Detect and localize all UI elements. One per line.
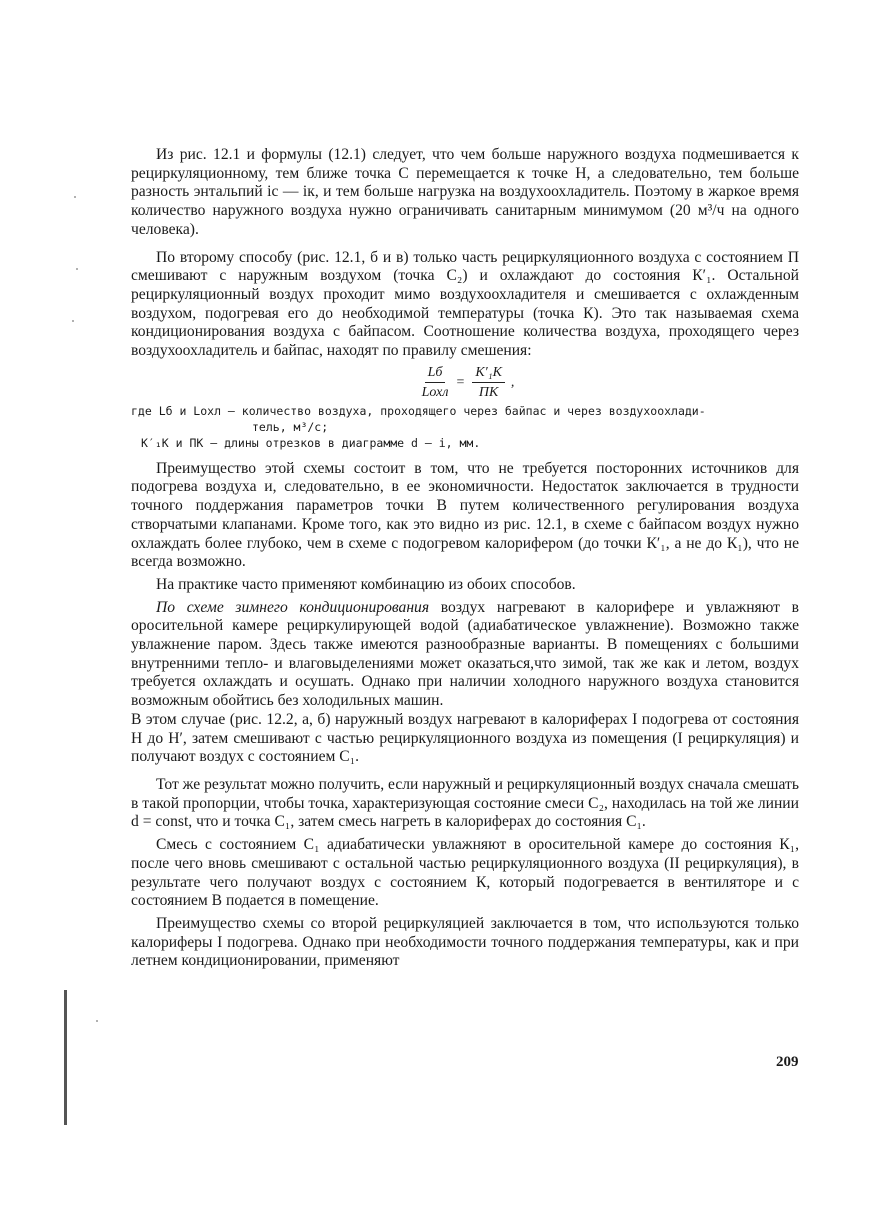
mixing-rule-formula [131, 365, 799, 401]
page-body [131, 146, 799, 971]
paragraph: Преимущество этой схемы состоит в том, что не требуется посторонних источников для подогрева воздуха и, следовательно, в ее экономичности. Недостаток заключается в трудности точного поддержания параметров точки В путем количественного регулирования воздуха створчатыми клапанами. Кроме того, как это видно из рис. 12.1, в схеме с байпасом воздух нужно охлаждать более глубоко, чем в схеме с подогревом калорифером (до точки К′₁, а не до К₁), что не всегда возможно. [131, 459, 799, 571]
legend-line: где Lб и Lохл — количество воздуха, проходящего через байпас и через воздухоохлади- [131, 403, 706, 418]
paragraph: На практике часто применяют комбинацию из обоих способов. [156, 575, 576, 593]
formula-denominator: Lохл [421, 384, 449, 400]
paragraph: Из рис. 12.1 и формулы (12.1) следует, что чем больше наружного воздуха подмешивается к рециркуляционному, тем ближе точка С перемещается к точке Н, а следовательно, тем больше разность энтальпий iс — iк, и тем больше нагрузка на воздухоохладитель. Поэтому в жаркое время количество наружного воздуха нужно ограничивать санитарным минимумом (20 м³/ч на одного человека). [131, 146, 799, 238]
formula-legend [131, 403, 799, 451]
legend-line: К′₁К и ПК — длины отрезков в диаграмме d — i, мм. [141, 435, 481, 450]
page-number: 209 [776, 1054, 799, 1070]
paragraph: По второму способу (рис. 12.1, б и в) только часть рециркуляционного воздуха с состоянием П смешивают с наружным воздухом (точка С₂) и охлаждают до состояния К′₁. Остальной рециркуляционный воздух проходит мимо воздухоохладителя и смешивается с охлажденным воздухом, подогревая его до необходимой температуры (точка К). Это так называемая схема кондиционирования воздуха с байпасом. Соотношение количества воздуха, проходящего через воздухоохладитель и байпас, находят по правилу смешения: [131, 248, 799, 360]
paragraph [131, 599, 799, 711]
legend-line: тель, м³/с; [252, 419, 329, 434]
formula-denominator: ПК [478, 384, 499, 400]
scan-speck [76, 268, 78, 270]
binding-edge-mark [64, 990, 67, 1125]
paragraph: Смесь с состоянием С₁ адиабатически увлажняют в оросительной камере до состояния К₁, после чего вновь смешивают с остальной частью рециркуляционного воздуха (II рециркуляция), в результате чего получают воздух с состоянием К, который подогревается в вентиляторе и с состоянием В подается в помещение. [131, 836, 799, 910]
formula-comma: , [510, 374, 515, 390]
formula-equals: = [456, 374, 465, 390]
paragraph-text: воздух нагревают в калорифере и увлажняют в оросительной камере рециркулирующей водой (адиабатическое увлажнение). Возможно также увлажнение паром. Здесь также имеются разнообразные варианты. В помещениях с большими внутренними тепло- и влаговыделениями может оказаться,что зимой, так же как и летом, воздух требуется охлаждать и осушать. Однако при наличии холодного наружного воздуха становится возможным обойтись без холодильных машин. [131, 598, 799, 710]
italic-heading: По схеме зимнего кондиционирования [156, 598, 430, 616]
formula-fraction-left [422, 365, 449, 401]
paragraph: В этом случае (рис. 12.2, а, б) наружный воздух нагревают в калориферах I подогрева от состояния Н до Н′, затем смешивают с частью рециркуляционного воздуха из помещения (I рециркуляция) и получают воздух с состоянием С₁. [131, 710, 799, 766]
scan-speck [72, 320, 74, 322]
paragraph: Преимущество схемы со второй рециркуляцией заключается в том, что используются только калориферы I подогрева. Однако при необходимости точного поддержания температуры, как и при летнем кондиционировании, применяют [131, 914, 799, 970]
formula-numerator: К′₁К [472, 365, 505, 383]
formula-numerator: Lб [425, 365, 446, 383]
paragraph: Тот же результат можно получить, если наружный и рециркуляционный воздух сначала смешать в такой пропорции, чтобы точка, характеризующая состояние смеси С₂, находилась на той же линии d = const, что и точка С₁, затем смесь нагреть в калориферах до состояния С₁. [131, 775, 799, 831]
formula-fraction-right [472, 365, 505, 401]
scan-speck [74, 196, 76, 198]
scan-speck [96, 1020, 98, 1022]
